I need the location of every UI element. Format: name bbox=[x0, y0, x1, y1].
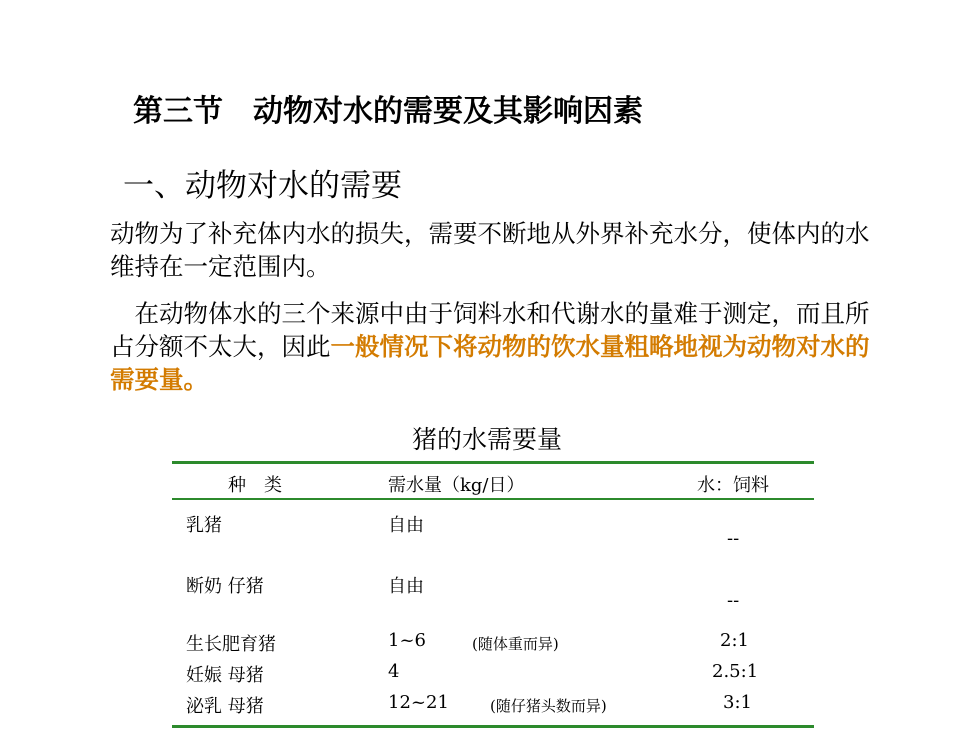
paragraph-water-loss: 动物为了补充体内水的损失，需要不断地从外界补充水分，使体内的水维持在一定范围内。 bbox=[110, 219, 870, 281]
table-header-row bbox=[172, 464, 814, 500]
cell-amount: 自由 bbox=[388, 515, 424, 536]
table-row bbox=[172, 624, 814, 657]
paragraph-water-sources bbox=[110, 297, 870, 396]
cell-ratio: -- bbox=[727, 528, 740, 549]
cell-amount: 12~21 bbox=[388, 692, 449, 713]
cell-ratio: 2.5:1 bbox=[712, 661, 759, 682]
cell-ratio: 2:1 bbox=[720, 630, 749, 651]
header-ratio: 水：饲料 bbox=[697, 475, 769, 496]
cell-note: (随体重而异) bbox=[472, 635, 559, 653]
highlighted-conclusion: 一般情况下将动物的饮水量粗略地视为动物对水的需要量。 bbox=[110, 332, 870, 394]
cell-ratio: 3:1 bbox=[723, 692, 752, 713]
cell-amount: 自由 bbox=[388, 576, 424, 597]
table-caption: 猪的水需要量 bbox=[412, 425, 563, 454]
cell-type: 断奶 仔猪 bbox=[186, 576, 264, 597]
table-row bbox=[172, 562, 814, 624]
cell-type: 生长肥育猪 bbox=[186, 634, 276, 655]
header-amount: 需水量（kg/日） bbox=[388, 475, 525, 496]
cell-note: (随仔猪头数而异) bbox=[490, 697, 607, 715]
paragraph-normal-text: 在动物体水的三个来源中由于饲料水和代谢水的量难于测定，而且所占分额不太大，因此 bbox=[110, 299, 870, 361]
cell-amount: 1~6 bbox=[388, 630, 426, 651]
cell-type: 妊娠 母猪 bbox=[186, 665, 264, 686]
cell-amount: 4 bbox=[388, 661, 400, 682]
pig-water-requirement-table bbox=[172, 461, 814, 728]
cell-ratio: -- bbox=[727, 590, 740, 611]
table-row bbox=[172, 500, 814, 562]
table-row bbox=[172, 687, 814, 725]
section-title: 第三节 动物对水的需要及其影响因素 bbox=[133, 94, 643, 129]
header-type: 种 类 bbox=[228, 475, 282, 496]
cell-type: 乳猪 bbox=[186, 515, 222, 536]
cell-type: 泌乳 母猪 bbox=[186, 696, 264, 717]
table-row bbox=[172, 657, 814, 687]
subsection-title: 一、动物对水的需要 bbox=[123, 168, 402, 204]
